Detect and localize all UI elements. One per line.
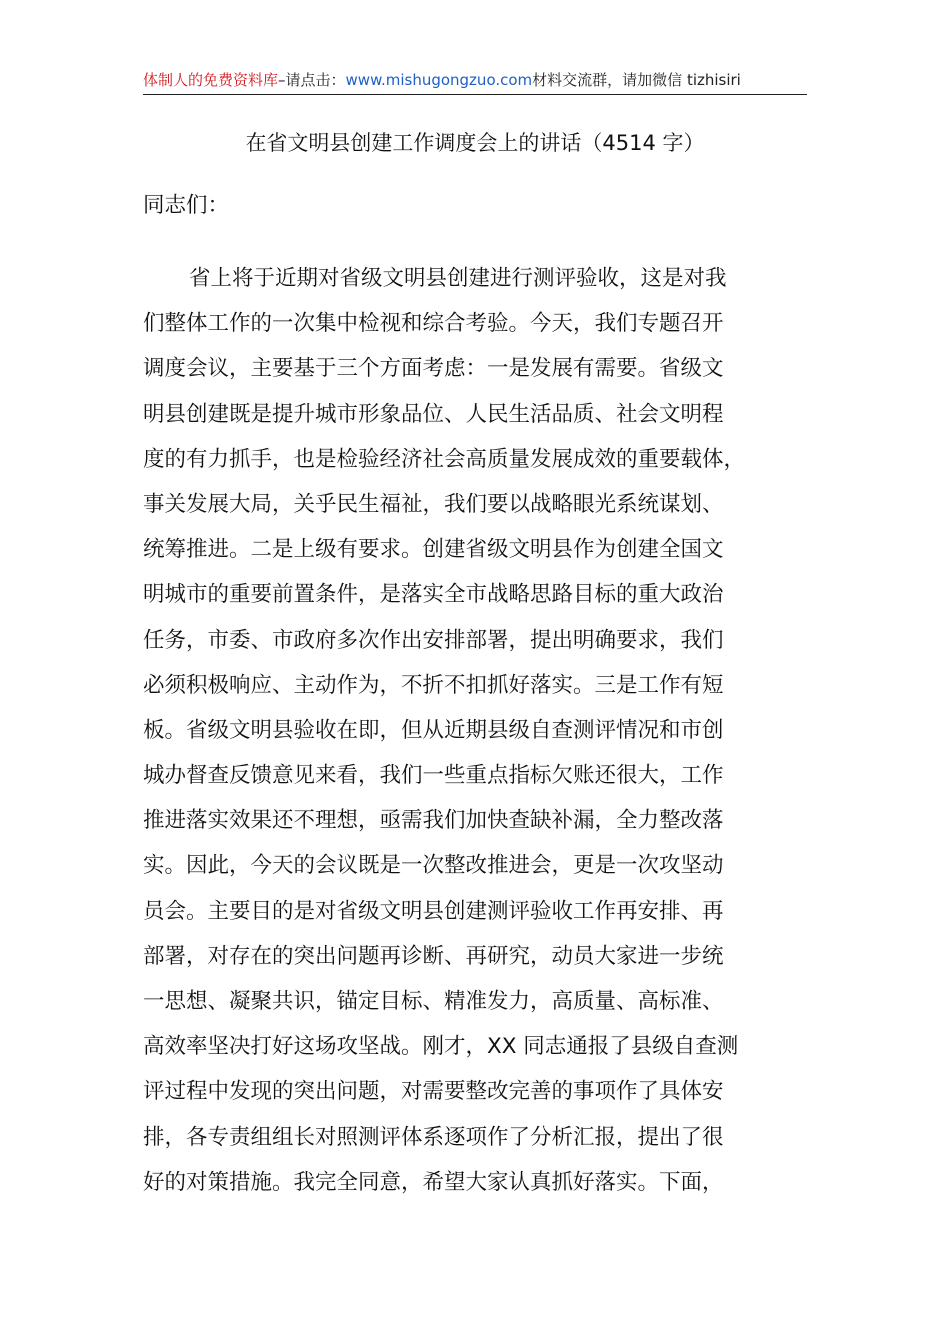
text-line: 高效率坚决打好这场攻坚战。刚才，XX 同志通报了县级自查测 — [143, 1034, 739, 1060]
text-line: 好的对策措施。我完全同意，希望大家认真抓好落实。下面， — [143, 1169, 724, 1195]
text-line: 统筹推进。二是上级有要求。创建省级文明县作为创建全国文 — [143, 537, 724, 563]
text-line: 城办督查反馈意见来看，我们一些重点指标欠账还很大，工作 — [143, 763, 724, 789]
header-contact-text: 材料交流群，请加微信 tizhisiri — [532, 71, 741, 89]
text-line: 必须积极响应、主动作为，不折不扣抓好落实。三是工作有短 — [143, 672, 724, 698]
text-line: 明县创建既是提升城市形象品位、人民生活品质、社会文明程 — [143, 401, 724, 427]
text-line: 省上将于近期对省级文明县创建进行测评验收，这是对我 — [189, 266, 727, 291]
header-brand: 体制人的免费资料库 — [143, 71, 279, 89]
header-website-link[interactable]: www.mishugongzuo.com — [345, 71, 533, 89]
text-line: 实。因此，今天的会议既是一次整改推进会，更是一次攻坚动 — [143, 853, 724, 879]
text-line: 推进落实效果还不理想，亟需我们加快查缺补漏，全力整改落 — [143, 808, 724, 834]
text-line: 排，各专责组组长对照测评体系逐项作了分析汇报，提出了很 — [143, 1124, 724, 1150]
document-title: 在省文明县创建工作调度会上的讲话（4514 字） — [245, 131, 705, 155]
page-header — [143, 68, 807, 95]
text-line: 度的有力抓手，也是检验经济社会高质量发展成效的重要载体， — [143, 446, 746, 472]
text-line: 评过程中发现的突出问题，对需要整改完善的事项作了具体安 — [143, 1079, 724, 1105]
text-line: 一思想、凝聚共识，锚定目标、精准发力，高质量、高标准、 — [143, 989, 724, 1014]
body-paragraph — [143, 256, 823, 1205]
text-line: 事关发展大局，关乎民生福祉，我们要以战略眼光系统谋划、 — [143, 491, 724, 517]
text-line: 们整体工作的一次集中检视和综合考验。今天，我们专题召开 — [143, 311, 724, 337]
text-line: 调度会议，主要基于三个方面考虑：一是发展有需要。省级文 — [143, 356, 724, 382]
text-line: 员会。主要目的是对省级文明县创建测评验收工作再安排、再 — [143, 898, 724, 924]
text-line: 任务，市委、市政府多次作出安排部署，提出明确要求，我们 — [143, 627, 724, 653]
text-line: 部署，对存在的突出问题再诊断、再研究，动员大家进一步统 — [143, 943, 724, 969]
text-line: 明城市的重要前置条件，是落实全市战略思路目标的重大政治 — [143, 582, 724, 608]
text-line: 板。省级文明县验收在即，但从近期县级自查测评情况和市创 — [143, 717, 724, 743]
header-separator: –请点击： — [278, 71, 346, 89]
greeting: 同志们： — [143, 193, 230, 218]
